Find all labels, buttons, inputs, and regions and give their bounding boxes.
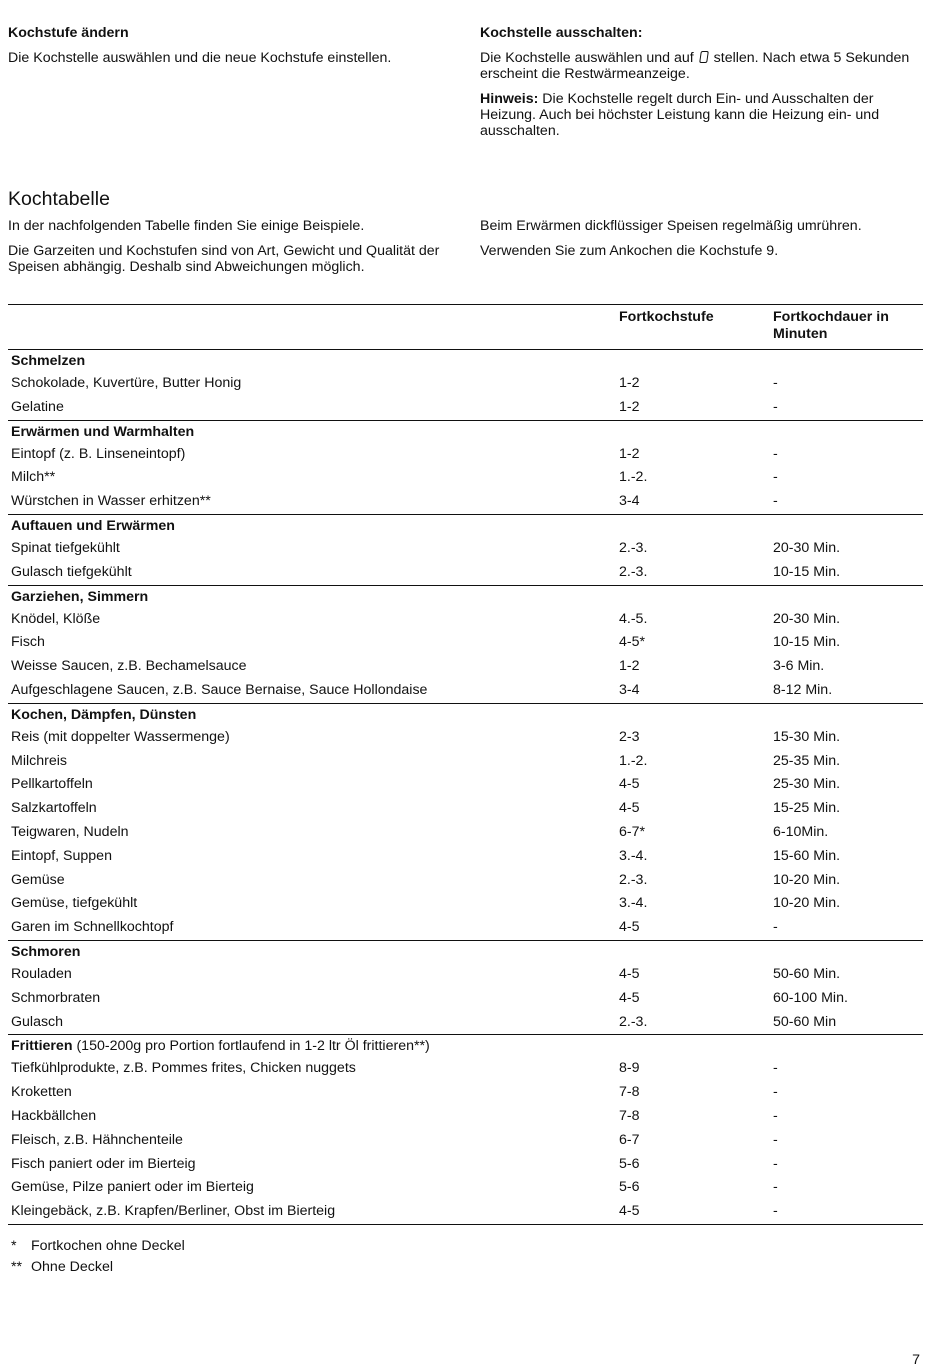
hint-text: Die Kochstelle regelt durch Ein- und Ausschalten der Heizung. Auch bei höchster Leistung kann die Heizung ein- und ausschalten. (480, 91, 880, 139)
top-right-column (480, 25, 920, 148)
table-row (8, 1011, 923, 1035)
duration-cell: - (773, 1060, 778, 1077)
table-row (8, 869, 923, 893)
table-row (8, 987, 923, 1011)
table-row (8, 1176, 923, 1200)
duration-cell: - (773, 1155, 778, 1172)
display-zero-icon (699, 51, 709, 63)
duration-cell: 8-12 Min. (773, 681, 833, 698)
footnote: * Fortkochen ohne Deckel (11, 1238, 185, 1254)
category-label: Erwärmen und Warmhalten (11, 423, 195, 440)
level-cell: 4-5 (619, 965, 640, 982)
level-cell: 5-6 (619, 1179, 640, 1196)
category-row (8, 1035, 923, 1058)
table-row (8, 372, 923, 396)
level-cell: 3.-4. (619, 895, 648, 912)
level-cell: 3-4 (619, 681, 640, 698)
dish-cell: Gemüse (11, 871, 65, 888)
level-cell: 1-2 (619, 445, 640, 462)
dish-cell: Eintopf (z. B. Linseneintopf) (11, 445, 186, 462)
duration-cell: - (773, 919, 778, 936)
duration-cell: 10-20 Min. (773, 871, 841, 888)
table-row (8, 1057, 923, 1081)
intro-left (8, 218, 448, 284)
dish-cell: Weisse Saucen, z.B. Bechamelsauce (11, 658, 247, 675)
dish-cell: Schmorbraten (11, 989, 101, 1006)
table-row (8, 466, 923, 490)
dish-cell: Kleingebäck, z.B. Krapfen/Berliner, Obst im Bierteig (11, 1203, 336, 1220)
intro-left-p2: Die Garzeiten und Kochstufen sind von Art, Gewicht und Qualität der Speisen abhängig. Deshalb sind Abweichungen möglich. (8, 243, 440, 275)
duration-cell: 25-35 Min. (773, 752, 841, 769)
category-row (8, 420, 923, 443)
table-row (8, 821, 923, 845)
duration-cell: 20-30 Min. (773, 539, 841, 556)
dish-cell: Garen im Schnellkochtopf (11, 919, 174, 936)
duration-cell: 50-60 Min (773, 1013, 837, 1030)
dish-cell: Kroketten (11, 1084, 72, 1101)
dish-cell: Pellkartoffeln (11, 776, 93, 793)
table-row (8, 797, 923, 821)
level-cell: 3-4 (619, 493, 640, 510)
level-cell: 1.-2. (619, 752, 648, 769)
switch-off-text (480, 50, 920, 82)
category-label: Schmoren (11, 943, 81, 960)
table-row (8, 490, 923, 514)
level-cell: 1-2 (619, 658, 640, 675)
table-body (8, 350, 923, 1225)
dish-cell: Fisch (11, 634, 45, 651)
table-row (8, 608, 923, 632)
header-dish (8, 305, 616, 350)
duration-cell: 20-30 Min. (773, 610, 841, 627)
intro-right-p1: Beim Erwärmen dickflüssiger Speisen regelmäßig umrühren. (480, 218, 862, 234)
switch-off-text-before: Die Kochstelle auswählen und auf (480, 50, 694, 66)
level-cell: 6-7 (619, 1131, 640, 1148)
dish-cell: Aufgeschlagene Saucen, z.B. Sauce Bernaise, Sauce Hollondaise (11, 681, 428, 698)
dish-cell: Knödel, Klöße (11, 610, 101, 627)
level-cell: 7-8 (619, 1084, 640, 1101)
hint-label: Hinweis: (480, 91, 539, 107)
table-row (8, 1153, 923, 1177)
dish-cell: Gelatine (11, 398, 64, 415)
duration-cell: 50-60 Min. (773, 965, 841, 982)
category-label: Kochen, Dämpfen, Dünsten (11, 706, 197, 723)
level-cell: 5-6 (619, 1155, 640, 1172)
section-title: Kochtabelle (8, 188, 110, 210)
duration-cell: - (773, 375, 778, 391)
dish-cell: Hackbällchen (11, 1107, 97, 1124)
category-row (8, 514, 923, 537)
duration-cell: - (773, 1084, 778, 1101)
dish-cell: Würstchen in Wasser erhitzen** (11, 493, 211, 510)
page-number: 7 (912, 1352, 920, 1368)
dish-cell: Tiefkühlprodukte, z.B. Pommes frites, Chicken nuggets (11, 1060, 356, 1077)
table-row (8, 773, 923, 797)
dish-cell: Fisch paniert oder im Bierteig (11, 1155, 196, 1172)
dish-cell: Milch** (11, 469, 56, 486)
category-row (8, 350, 923, 373)
dish-cell: Milchreis (11, 752, 67, 769)
intro-right (480, 218, 920, 268)
duration-cell: 25-30 Min. (773, 776, 841, 793)
duration-cell: 6-10Min. (773, 823, 829, 840)
intro-left-p1: In der nachfolgenden Tabelle finden Sie einige Beispiele. (8, 218, 365, 234)
table-header-row (8, 305, 923, 350)
duration-cell: - (773, 1131, 778, 1148)
duration-cell: 15-60 Min. (773, 847, 841, 864)
table-row (8, 1200, 923, 1224)
dish-cell: Schokolade, Kuvertüre, Butter Honig (11, 375, 242, 391)
table-row (8, 726, 923, 750)
change-level-text: Die Kochstelle auswählen und die neue Kochstufe einstellen. (8, 50, 392, 66)
table-row (8, 537, 923, 561)
footnotes (11, 1236, 185, 1277)
category-row (8, 940, 923, 963)
level-cell: 2.-3. (619, 563, 648, 580)
switch-off-heading: Kochstelle ausschalten: (480, 25, 643, 41)
duration-cell: 10-15 Min. (773, 563, 841, 580)
footnote: ** Ohne Deckel (11, 1258, 114, 1275)
duration-cell: - (773, 398, 778, 415)
dish-cell: Salzkartoffeln (11, 800, 97, 817)
duration-cell: 3-6 Min. (773, 658, 825, 675)
level-cell: 1.-2. (619, 469, 648, 486)
intro-right-p2: Verwenden Sie zum Ankochen die Kochstufe 9. (480, 243, 779, 259)
level-cell: 4-5 (619, 989, 640, 1006)
category-row (8, 703, 923, 726)
duration-cell: 10-15 Min. (773, 634, 841, 651)
category-label: Auftauen und Erwärmen (11, 517, 175, 534)
cooking-table (8, 304, 923, 1225)
table-row (8, 679, 923, 703)
table-row (8, 1105, 923, 1129)
duration-cell: 60-100 Min. (773, 989, 848, 1006)
dish-cell: Reis (mit doppelter Wassermenge) (11, 728, 230, 745)
table-row (8, 845, 923, 869)
duration-cell: - (773, 1203, 778, 1220)
table-row (8, 963, 923, 987)
level-cell: 2-3 (619, 728, 640, 745)
level-cell: 4-5 (619, 776, 640, 793)
level-cell: 6-7* (619, 823, 646, 840)
table-row (8, 561, 923, 585)
table-row (8, 916, 923, 940)
dish-cell: Gemüse, tiefgekühlt (11, 895, 138, 912)
dish-cell: Gulasch (11, 1013, 64, 1030)
level-cell: 2.-3. (619, 1013, 648, 1030)
top-left-column (8, 25, 448, 75)
table-row (8, 892, 923, 916)
level-cell: 4-5 (619, 800, 640, 817)
duration-cell: 10-20 Min. (773, 895, 841, 912)
dish-cell: Teigwaren, Nudeln (11, 823, 129, 840)
dish-cell: Gulasch tiefgekühlt (11, 563, 132, 580)
level-cell: 2.-3. (619, 539, 648, 556)
level-cell: 4-5 (619, 1203, 640, 1220)
header-duration: Fortkochdauer in Minuten (773, 309, 889, 342)
table-row (8, 631, 923, 655)
duration-cell: - (773, 493, 778, 510)
level-cell: 2.-3. (619, 871, 648, 888)
category-row (8, 585, 923, 608)
table-row (8, 1081, 923, 1105)
duration-cell: - (773, 1179, 778, 1196)
level-cell: 1-2 (619, 375, 640, 391)
duration-cell: 15-30 Min. (773, 728, 841, 745)
level-cell: 4.-5. (619, 610, 648, 627)
level-cell: 8-9 (619, 1060, 640, 1077)
category-label: Garziehen, Simmern (11, 588, 149, 605)
table-row (8, 655, 923, 679)
level-cell: 3.-4. (619, 847, 648, 864)
category-note: (150-200g pro Portion fortlaufend in 1-2 ltr Öl frittieren**) (76, 1038, 430, 1055)
change-level-heading: Kochstufe ändern (8, 25, 129, 41)
duration-cell: 15-25 Min. (773, 800, 841, 817)
category-label: Frittieren (150-200g pro Portion fortlaufend in 1-2 ltr Öl frittieren**) (11, 1038, 430, 1055)
table-row (8, 1129, 923, 1153)
level-cell: 4-5 (619, 919, 640, 936)
hint-paragraph (480, 91, 920, 139)
category-label: Schmelzen (11, 353, 86, 369)
level-cell: 7-8 (619, 1107, 640, 1124)
level-cell: 4-5* (619, 634, 646, 651)
dish-cell: Fleisch, z.B. Hähnchenteile (11, 1131, 183, 1148)
dish-cell: Spinat tiefgekühlt (11, 539, 120, 556)
table-row (8, 750, 923, 774)
switch-off-text-after: stellen. Nach etwa 5 Sekunden erscheint die Restwärmeanzeige. (480, 50, 910, 82)
dish-cell: Rouladen (11, 965, 72, 982)
duration-cell: - (773, 1107, 778, 1124)
header-level: Fortkochstufe (619, 309, 714, 325)
dish-cell: Gemüse, Pilze paniert oder im Bierteig (11, 1179, 254, 1196)
table-row (8, 396, 923, 420)
table-row (8, 443, 923, 467)
duration-cell: - (773, 445, 778, 462)
duration-cell: - (773, 469, 778, 486)
dish-cell: Eintopf, Suppen (11, 847, 112, 864)
level-cell: 1-2 (619, 398, 640, 415)
